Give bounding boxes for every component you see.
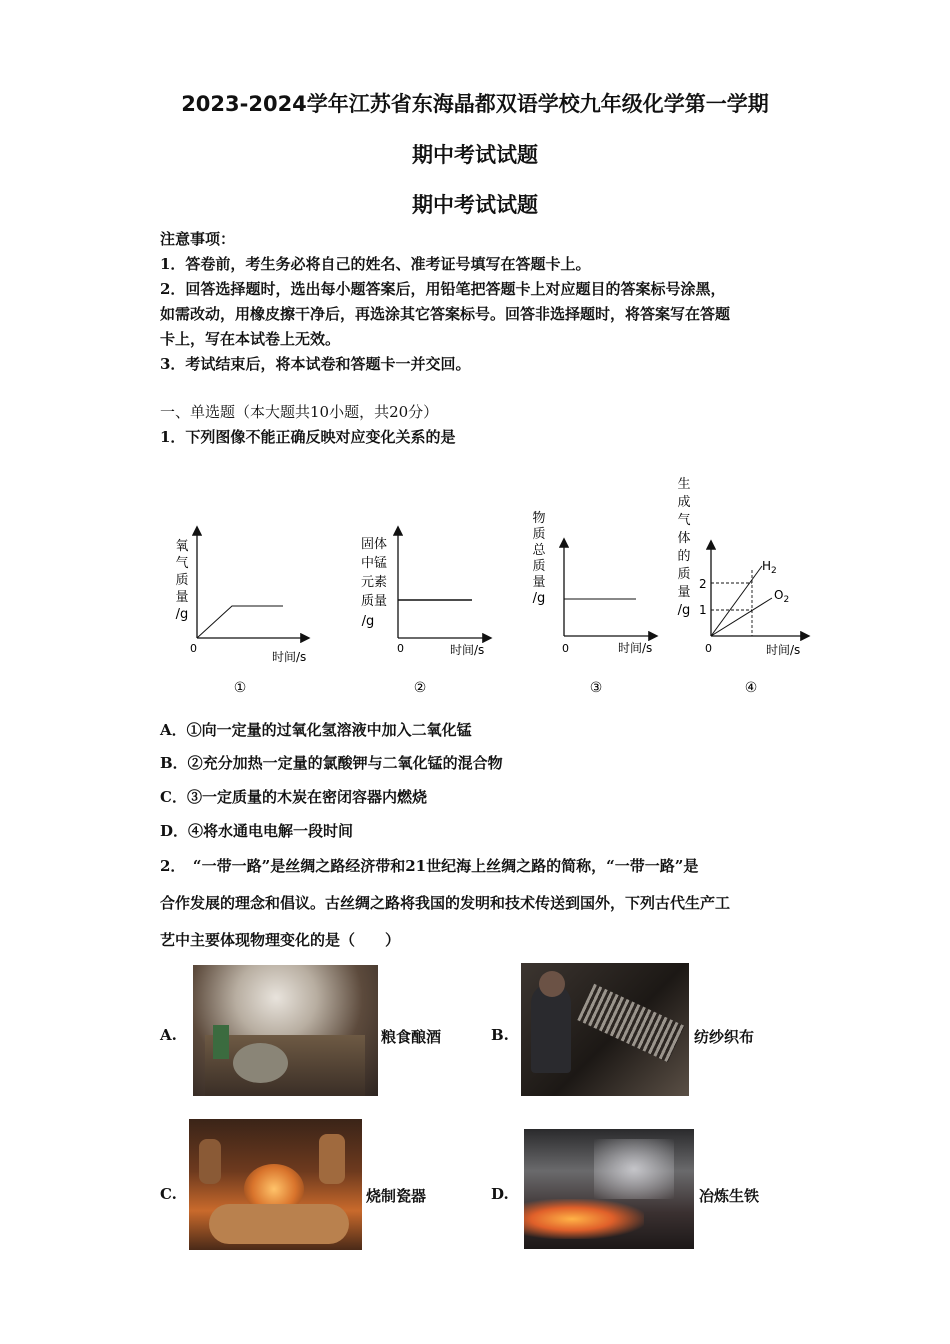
- chart-4-label-o2: $O_2$: [774, 588, 790, 605]
- chart-3-title: ③: [589, 680, 603, 696]
- question-2-line: 合作发展的理念和倡议。古丝绸之路将我国的发明和技术传送到国外，下列古代生产工: [160, 894, 731, 912]
- chart-4-tick-1: 1: [699, 603, 707, 617]
- chart-4-tick-2: 2: [699, 577, 707, 591]
- chart-3: [532, 510, 656, 696]
- chart-1: [175, 528, 308, 696]
- chart-2: [361, 528, 490, 696]
- question-2-line: 2． “一带一路”是丝绸之路经济带和21世纪海上丝绸之路的简称，“一带一路”是: [160, 857, 699, 875]
- notice-item: 卡上，写在本试卷上无效。: [160, 330, 341, 348]
- exam-title: 2023-2024学年江苏省东海晶都双语学校九年级化学第一学期: [181, 92, 769, 116]
- chart-4-series-h2: [711, 566, 762, 636]
- notice-item: 2．回答选择题时，选出每小题答案后，用铅笔把答题卡上对应题目的答案标号涂黑，: [160, 280, 726, 298]
- exam-subtitle: 期中考试试题: [412, 143, 538, 167]
- photo-brewing: [193, 965, 378, 1096]
- chart-4: [677, 476, 808, 696]
- q2-option-a-letter: A.: [160, 1026, 177, 1044]
- chart-2-origin: 0: [397, 642, 404, 655]
- notice-item: 3．考试结束后，将本试卷和答题卡一并交回。: [160, 355, 471, 373]
- chart-3-origin: 0: [562, 642, 569, 655]
- chart-1-ylabel: 氧气质量/g: [175, 539, 189, 622]
- chart-1-title: ①: [233, 680, 247, 696]
- chart-4-series-o2: [711, 598, 772, 636]
- chart-1-series-line: [197, 606, 283, 638]
- photo-porcelain: [189, 1119, 362, 1250]
- q2-option-d-letter: D.: [491, 1185, 509, 1203]
- chart-4-ylabel: 生成气体的质量/g: [677, 477, 691, 618]
- q2-option-b-label: 纺纱织布: [694, 1028, 755, 1046]
- q2-option-c-letter: C.: [160, 1185, 177, 1203]
- chart-1-origin: 0: [190, 642, 197, 655]
- q1-option-a: A．①向一定量的过氧化氢溶液中加入二氧化锰: [160, 721, 472, 739]
- chart-3-xlabel: 时间/s: [618, 641, 653, 655]
- chart-4-title: ④: [744, 680, 758, 696]
- question-2-line: 艺中主要体现物理变化的是（ ）: [160, 931, 401, 949]
- chart-2-ylabel: 固体中锰元素质量/g: [360, 537, 388, 629]
- q2-option-d-label: 冶炼生铁: [699, 1187, 760, 1205]
- q1-option-d: D．④将水通电电解一段时间: [160, 822, 354, 840]
- chart-3-ylabel: 物质总质量/g: [532, 511, 546, 606]
- chart-4-label-h2: $H_2$: [762, 559, 777, 576]
- chart-4-xlabel: 时间/s: [766, 643, 801, 657]
- notice-heading: 注意事项：: [160, 230, 236, 248]
- q1-option-b: B．②充分加热一定量的氯酸钾与二氧化锰的混合物: [160, 754, 503, 772]
- notice-item: 1．答卷前，考生务必将自己的姓名、准考证号填写在答题卡上。: [160, 255, 591, 273]
- q2-option-c-label: 烧制瓷器: [366, 1187, 427, 1205]
- photo-iron-smelting: [524, 1129, 694, 1249]
- q2-option-b-letter: B.: [491, 1026, 509, 1044]
- chart-2-title: ②: [413, 680, 427, 696]
- chart-2-xlabel: 时间/s: [450, 643, 485, 657]
- question-1-stem: 1．下列图像不能正确反映对应变化关系的是: [160, 428, 456, 446]
- photo-weaving: [521, 963, 689, 1096]
- notice-item: 如需改动，用橡皮擦干净后，再选涂其它答案标号。回答非选择题时，将答案写在答题: [160, 305, 731, 323]
- chart-4-origin: 0: [705, 642, 712, 655]
- section-heading: 一、单选题（本大题共10小题，共20分）: [160, 403, 439, 421]
- q1-option-c: C．③一定质量的木炭在密闭容器内燃烧: [160, 788, 427, 806]
- chart-1-xlabel: 时间/s: [272, 650, 307, 664]
- exam-subtitle-repeat: 期中考试试题: [412, 193, 538, 217]
- q2-option-a-label: 粮食酿酒: [381, 1028, 442, 1046]
- q1-charts: [160, 470, 820, 705]
